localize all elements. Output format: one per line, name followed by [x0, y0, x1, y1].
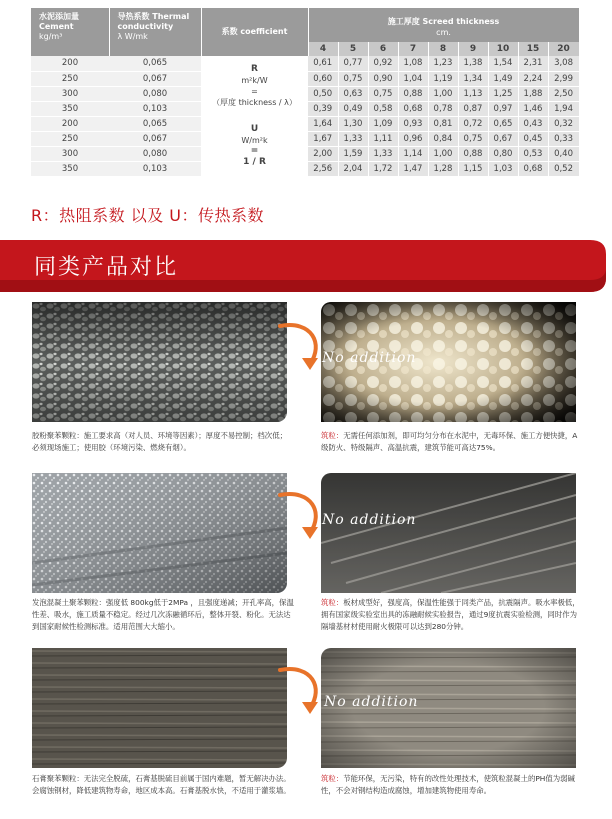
u-coefficient-cell — [201, 116, 308, 176]
value-cell: 0,80 — [488, 146, 518, 161]
value-cell: 0,75 — [338, 71, 368, 86]
value-cell: 0,90 — [368, 71, 398, 86]
coefficient-symbol: U — [250, 124, 259, 134]
thermal-coefficient-table — [31, 8, 580, 177]
value-cell: 1,00 — [428, 86, 458, 101]
value-cell: 0,49 — [338, 101, 368, 116]
value-cell: 1,54 — [488, 56, 518, 71]
value-cell: 1,59 — [338, 146, 368, 161]
value-cell: 1,15 — [458, 161, 488, 176]
value-cell: 1,03 — [488, 161, 518, 176]
value-cell: 1,47 — [398, 161, 428, 176]
value-cell: 0,52 — [548, 161, 579, 176]
value-cell: 1,94 — [548, 101, 579, 116]
conductivity-cell: 0,080 — [109, 86, 201, 101]
value-cell: 0,72 — [458, 116, 488, 131]
value-cell: 0,88 — [458, 146, 488, 161]
cement-cell: 200 — [31, 56, 109, 71]
value-cell: 1,88 — [518, 86, 548, 101]
value-cell: 1,72 — [368, 161, 398, 176]
value-cell: 0,58 — [368, 101, 398, 116]
polystyrene-glue-photo — [32, 302, 287, 422]
value-cell: 1,67 — [308, 131, 338, 146]
value-cell: 0,67 — [488, 131, 518, 146]
value-cell: 2,00 — [308, 146, 338, 161]
value-cell: 0,63 — [338, 86, 368, 101]
value-cell: 0,96 — [398, 131, 428, 146]
thickness-col-header: 15 — [518, 42, 548, 56]
coefficient-eq: = — [250, 146, 259, 156]
value-cell: 0,39 — [308, 101, 338, 116]
cement-header: 水泥添加量 Cement kg/m³ — [31, 8, 109, 56]
cement-cell: 350 — [31, 101, 109, 116]
gypsum-board-photo — [32, 648, 287, 768]
right-caption-2: 筑粒：板材成型好，强度高，保温性能强于同类产品，抗震隔声。吸水率极低，拥有国家级实验室出具的冻融耐候实验报告，通过9度抗震实验检测，同时作为隔墙基材材使用耐火极限可以达到280分钟。 — [321, 598, 580, 631]
value-cell: 1,25 — [488, 86, 518, 101]
left-caption-2: 发泡混凝土聚苯颗粒：强度低 800kg低于2MPa ，且强度递减；开孔率高，保温性差、吸水，施工质量不稳定。经过几次冻融循环后，整体开裂、粉化。无法达到国家耐候性检测标准。适用范围大大缩小。 — [32, 598, 294, 631]
conductivity-cell: 0,065 — [109, 56, 201, 71]
foam-concrete-photo — [32, 473, 287, 593]
cement-cell: 300 — [31, 86, 109, 101]
legend-text: R：热阻系数 以及 U：传热系数 — [31, 206, 265, 225]
value-cell: 0,40 — [548, 146, 579, 161]
value-cell: 1,19 — [428, 71, 458, 86]
right-caption-1: 筑粒：无需任何添加剂，即可均匀分布在水泥中，无毒环保、施工方便快捷，A级防火、特级隔声、高温抗震，建筑节能可高达75%。 — [321, 431, 578, 452]
value-cell: 0,93 — [398, 116, 428, 131]
value-cell: 2,04 — [338, 161, 368, 176]
thermal-table-wrapper — [31, 8, 579, 177]
conductivity-cell: 0,067 — [109, 71, 201, 86]
thickness-col-header: 5 — [338, 42, 368, 56]
value-cell: 1,33 — [338, 131, 368, 146]
left-caption-3: 石膏聚苯颗粒：无法完全脱硫，石膏基脱硫目前属于国内难题，暂无解决办法。会腐蚀钢材，降低建筑物寿命，地区成本高。石膏基脱水快，不适用于灌浆墙。 — [32, 774, 291, 795]
value-cell: 0,53 — [518, 146, 548, 161]
value-cell: 0,68 — [398, 101, 428, 116]
zhuli-board-photo — [321, 473, 576, 593]
value-cell: 0,60 — [308, 71, 338, 86]
value-cell: 0,32 — [548, 116, 579, 131]
coefficient-symbol: R — [251, 63, 258, 74]
thickness-col-header: 8 — [428, 42, 458, 56]
conductivity-cell: 0,080 — [109, 146, 201, 161]
value-cell: 0,84 — [428, 131, 458, 146]
right-caption-3: 筑粒：节能环保，无污染，特有的改性处理技术，使筑粒混凝土的PH值为弱碱性，不会对钢结构造成腐蚀，增加建筑物使用寿命。 — [321, 774, 575, 795]
value-cell: 0,75 — [458, 131, 488, 146]
value-cell: 2,31 — [518, 56, 548, 71]
coefficient-header: 系数 coefficient — [201, 8, 308, 56]
coefficient-eq: = — [251, 86, 258, 96]
value-cell: 0,77 — [338, 56, 368, 71]
value-cell: 0,88 — [398, 86, 428, 101]
table-row — [31, 56, 579, 71]
table-row — [31, 116, 579, 131]
value-cell: 0,45 — [518, 131, 548, 146]
value-cell: 0,33 — [548, 131, 579, 146]
value-cell: 0,75 — [368, 86, 398, 101]
value-cell: 3,08 — [548, 56, 579, 71]
conductivity-cell: 0,065 — [109, 116, 201, 131]
value-cell: 1,14 — [398, 146, 428, 161]
value-cell: 1,49 — [488, 71, 518, 86]
value-cell: 2,50 — [548, 86, 579, 101]
no-addition-label: No addition — [322, 512, 417, 528]
curved-arrow-icon — [272, 662, 342, 722]
value-cell: 0,43 — [518, 116, 548, 131]
left-caption-1: 胶粉聚苯颗粒：施工要求高（对人员、环境等因素）；厚度不易控制；档次低；必须现场施工；使用胶（环境污染、燃烧有烟）。 — [32, 431, 287, 452]
cement-cell: 350 — [31, 161, 109, 176]
value-cell: 1,28 — [428, 161, 458, 176]
thickness-header: 施工厚度 Screed thickness cm. — [308, 8, 579, 42]
cement-cell: 200 — [31, 116, 109, 131]
thickness-col-header: 4 — [308, 42, 338, 56]
value-cell: 0,78 — [428, 101, 458, 116]
value-cell: 0,92 — [368, 56, 398, 71]
conductivity-header: 导热系数 Thermal conductivity λ W/mk — [109, 8, 201, 56]
no-addition-label: No addition — [324, 694, 419, 710]
conductivity-cell: 0,103 — [109, 161, 201, 176]
table-body — [31, 56, 579, 176]
value-cell: 0,81 — [428, 116, 458, 131]
r-coefficient-cell — [201, 56, 308, 116]
value-cell: 1,64 — [308, 116, 338, 131]
value-cell: 1,30 — [338, 116, 368, 131]
value-cell: 1,11 — [368, 131, 398, 146]
cement-cell: 250 — [31, 71, 109, 86]
coefficient-formula: （厚度 thickness / λ） — [212, 97, 297, 107]
section-title: 同类产品对比 — [34, 255, 179, 280]
value-cell: 2,99 — [548, 71, 579, 86]
value-cell: 1,38 — [458, 56, 488, 71]
value-cell: 1,23 — [428, 56, 458, 71]
value-cell: 1,46 — [518, 101, 548, 116]
value-cell: 1,08 — [398, 56, 428, 71]
cement-cell: 300 — [31, 146, 109, 161]
curved-arrow-icon — [272, 318, 342, 378]
value-cell: 0,65 — [488, 116, 518, 131]
coefficient-unit: m²k/W — [241, 75, 268, 85]
value-cell: 0,97 — [488, 101, 518, 116]
coefficient-formula: 1 / R — [243, 157, 266, 167]
cement-cell: 250 — [31, 131, 109, 146]
value-cell: 2,56 — [308, 161, 338, 176]
thickness-col-header: 10 — [488, 42, 518, 56]
thickness-col-header: 20 — [548, 42, 579, 56]
value-cell: 0,68 — [518, 161, 548, 176]
thickness-col-header: 6 — [368, 42, 398, 56]
coefficient-unit: W/m²k — [241, 136, 268, 145]
value-cell: 1,34 — [458, 71, 488, 86]
no-addition-label: No addition — [322, 350, 417, 366]
conductivity-cell: 0,067 — [109, 131, 201, 146]
value-cell: 1,00 — [428, 146, 458, 161]
value-cell: 1,09 — [368, 116, 398, 131]
value-cell: 2,24 — [518, 71, 548, 86]
value-cell: 0,50 — [308, 86, 338, 101]
thickness-col-header: 7 — [398, 42, 428, 56]
value-cell: 1,13 — [458, 86, 488, 101]
curved-arrow-icon — [272, 487, 342, 547]
value-cell: 0,87 — [458, 101, 488, 116]
value-cell: 1,33 — [368, 146, 398, 161]
thickness-col-header: 9 — [458, 42, 488, 56]
conductivity-cell: 0,103 — [109, 101, 201, 116]
value-cell: 1,04 — [398, 71, 428, 86]
value-cell: 0,61 — [308, 56, 338, 71]
